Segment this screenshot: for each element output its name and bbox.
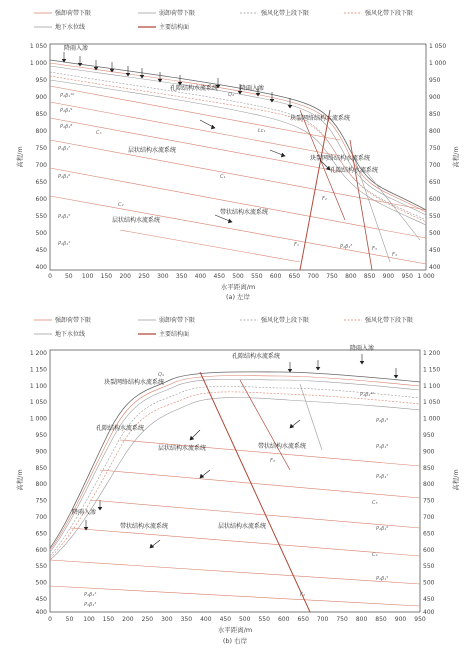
y-axis-left-b: [15, 350, 47, 616]
x-tick: 950: [401, 273, 413, 280]
y-tick: 900: [423, 448, 435, 456]
rain-arrow: [316, 360, 320, 370]
y-tick: 550: [35, 563, 47, 571]
x-tick: 100: [81, 273, 94, 280]
stratum-label: F₃: [270, 458, 275, 464]
x-tick: 200: [122, 616, 134, 623]
rain-arrow: [98, 500, 102, 510]
y-tick: 950: [35, 432, 47, 439]
stratum-label: Lc₁: [258, 128, 266, 134]
x-tick: 650: [297, 616, 309, 623]
y-tick: 450: [35, 596, 47, 603]
stratum-label: F₃: [372, 246, 377, 252]
x-tick: 1 000: [417, 273, 435, 280]
y-tick: 700: [429, 162, 441, 169]
weathering-upper-line-b: [50, 386, 420, 556]
legend-b-label-1: 强卸荷带下限: [55, 317, 92, 324]
legend-a-label-6: 主要结构面: [159, 24, 190, 31]
y-tick: 1 150: [29, 366, 47, 374]
y-tick: 500: [35, 579, 47, 587]
x-tick: 500: [238, 616, 251, 623]
annotation: 孔隙结构水流系统: [96, 425, 145, 432]
annotation: 块裂网络结构水流系统: [310, 155, 371, 162]
flow-arrow: [200, 470, 210, 478]
x-tick: 850: [375, 616, 387, 623]
stratum-label: P₂β₁⁸: [376, 444, 389, 450]
y-tick: 700: [35, 162, 47, 169]
legend-a: [34, 9, 413, 31]
x-tick: 600: [269, 273, 282, 280]
stratum-label: F₂: [322, 196, 327, 202]
y-tick: 1 100: [29, 382, 47, 390]
y-tick: 1 000: [29, 60, 47, 67]
y-tick: 1 050: [429, 43, 447, 50]
stratum-label: C₃: [372, 500, 378, 506]
x-tick: 450: [219, 616, 232, 623]
y-tick: 950: [429, 77, 441, 84]
annotation: 层状结构水流系统: [128, 147, 177, 154]
y-tick: 850: [423, 464, 435, 472]
x-tick: 350: [175, 273, 188, 280]
y-tick: 650: [35, 179, 47, 186]
y-tick: 900: [35, 448, 47, 456]
x-tick: 250: [141, 616, 154, 623]
rain-arrow: [360, 354, 364, 364]
flow-arrow: [150, 540, 160, 548]
x-tick: 200: [119, 273, 131, 280]
x-tick: 400: [200, 616, 212, 623]
stratum-label: P₂β₁⁸: [60, 124, 73, 130]
rain-arrow: [62, 52, 66, 62]
panel-b: [15, 316, 460, 645]
y-tick: 1 150: [423, 366, 441, 374]
x-tick: 400: [194, 273, 207, 280]
weathering-lower-line-b: [50, 392, 420, 558]
stratum-label: Q₄: [228, 92, 234, 98]
annotation: 降雨入渗: [350, 345, 375, 352]
bedding-line: [50, 140, 426, 210]
annotation: 带状结构水流系统: [258, 443, 307, 450]
y-tick: 550: [429, 213, 441, 220]
rain-arrow: [288, 98, 292, 108]
y-tick: 850: [35, 111, 47, 118]
bedding-line: [50, 102, 335, 155]
y-tick: 1 200: [29, 350, 47, 357]
y-tick: 800: [423, 481, 435, 489]
legend-b-label-3: 强风化带上段下限: [261, 317, 310, 324]
x-tick: 700: [316, 616, 329, 623]
y-axis-label-left-a: 高程/m: [16, 146, 24, 168]
annotation: 带状结构水流系统: [220, 209, 269, 216]
y-tick: 750: [423, 497, 435, 505]
x-tick: 0: [48, 616, 52, 623]
legend-b-label-6: 主要结构面: [159, 331, 190, 338]
y-axis-label-left-b: 高程/m: [16, 469, 24, 491]
x-tick: 500: [232, 273, 244, 280]
y-tick: 450: [35, 247, 47, 254]
annotation: 孔隙结构水流系统: [232, 353, 281, 360]
y-tick: 700: [35, 514, 47, 521]
y-tick: 400: [423, 609, 435, 616]
stratum-label: F₂: [300, 592, 305, 598]
y-tick: 800: [429, 128, 441, 135]
bedding-line: [100, 470, 420, 498]
x-tick: 600: [277, 616, 290, 623]
x-axis-label-b: 水平距离/m: [217, 626, 253, 634]
rain-arrow: [110, 62, 114, 72]
annotation: 层状结构水流系统: [218, 523, 267, 530]
y-axis-left-a: [15, 43, 47, 271]
y-tick: 800: [35, 481, 47, 489]
y-axis-right-a: [429, 43, 460, 271]
flow-arrow: [215, 215, 232, 223]
annotation: 降雨入渗: [72, 509, 97, 516]
legend-a-label-3: 强风化带上段下限: [261, 10, 310, 17]
legend-a-label-1: 强卸荷带下限: [55, 10, 92, 17]
flow-arrow: [290, 420, 300, 428]
rain-arrow: [178, 75, 182, 85]
legend-b: [34, 316, 413, 338]
stratum-label: P₂β₁⁵: [58, 214, 71, 220]
annotation: 块裂网络结构水流系统: [290, 115, 351, 122]
stratum-label: C₂: [118, 202, 124, 208]
y-tick: 500: [423, 579, 435, 587]
legend-b-label-5: 地下水位线: [55, 331, 86, 338]
annotation: 块裂网络结构水流系统: [104, 379, 165, 386]
x-tick: 150: [100, 273, 113, 280]
groundwater-line-b: [50, 398, 420, 561]
x-tick: 0: [48, 273, 52, 280]
ground-surface-a: [50, 60, 426, 210]
bedding-line: [50, 118, 342, 172]
stratum-label: P₂β₁⁴: [58, 241, 71, 247]
y-tick: 950: [35, 77, 47, 84]
stratum-label: P₂β₁⁶: [58, 174, 71, 180]
bedding-line: [50, 586, 420, 606]
y-tick: 450: [423, 596, 435, 603]
y-tick: 400: [429, 264, 441, 271]
x-tick: 250: [138, 273, 150, 280]
x-tick: 350: [180, 616, 193, 623]
x-tick: 450: [213, 273, 225, 280]
stratum-label: P₂β₁⁹: [376, 418, 389, 424]
y-tick: 850: [35, 464, 47, 472]
x-axis-label-a: 水平距离/m: [220, 283, 256, 291]
ground-surface-b: [50, 372, 420, 548]
stratum-label: P₂β₁⁶: [376, 526, 389, 532]
stratum-label: P₂β₁⁷: [58, 146, 71, 152]
y-tick: 600: [35, 196, 47, 203]
y-tick: 900: [429, 94, 441, 101]
y-tick: 1 050: [29, 43, 47, 50]
y-tick: 750: [35, 145, 47, 152]
stratum-label: F₁: [294, 242, 299, 248]
x-axis-b: [48, 616, 426, 645]
y-tick: 900: [35, 94, 47, 101]
y-tick: 650: [423, 530, 435, 538]
y-tick: 800: [35, 128, 47, 135]
rain-arrows-a: [62, 52, 330, 223]
x-axis-a: [48, 273, 435, 301]
bedding-line: [70, 528, 420, 556]
annotation: 层状结构水流系统: [112, 217, 161, 224]
x-tick: 550: [258, 616, 270, 623]
y-tick: 1 050: [423, 399, 441, 407]
stratum-label: P₂β₁¹⁰: [60, 93, 75, 99]
y-tick: 1 000: [29, 415, 47, 423]
weathering-lower-line-a: [50, 76, 426, 222]
y-tick: 500: [429, 230, 441, 237]
stratum-label: P₂β₁⁴: [84, 592, 97, 598]
fault-line: [240, 380, 290, 470]
x-tick: 900: [382, 273, 395, 280]
x-tick: 750: [336, 616, 348, 623]
fault-line: [200, 372, 310, 612]
y-tick: 1 200: [423, 350, 441, 357]
rain-arrow: [288, 362, 292, 372]
annotation: 带状结构水流系统: [120, 523, 169, 530]
x-tick: 800: [355, 616, 368, 623]
bedding-line: [50, 86, 340, 140]
x-tick: 50: [65, 616, 74, 623]
stratum-label: C₃: [96, 130, 102, 136]
legend-b-label-2: 弱卸荷带下限: [159, 317, 196, 324]
y-tick: 950: [423, 432, 435, 439]
y-tick: 550: [423, 563, 435, 571]
y-tick: 400: [35, 264, 47, 271]
y-tick: 600: [423, 546, 435, 554]
y-tick: 600: [35, 546, 47, 554]
plot-frame-b: [50, 350, 420, 612]
panel-a: [15, 9, 460, 301]
fault-line: [300, 110, 345, 220]
annotation: 孔隙结构水流系统: [170, 85, 219, 92]
stratum-label: P₂β₁³: [84, 602, 97, 608]
rain-arrow: [158, 72, 162, 82]
bedding-line: [120, 230, 300, 262]
x-tick: 300: [157, 273, 169, 280]
y-tick: 450: [429, 247, 441, 254]
stratum-label: F₄: [392, 252, 397, 258]
flow-arrow: [200, 120, 215, 129]
y-tick: 1 050: [29, 399, 47, 407]
geology-b: [50, 372, 420, 612]
y-tick: 600: [429, 196, 441, 203]
legend-a-label-2: 弱卸荷带下限: [159, 10, 196, 17]
x-tick: 300: [161, 616, 173, 623]
y-tick: 750: [35, 497, 47, 505]
x-tick: 850: [363, 273, 376, 280]
stratum-label: C₁: [220, 174, 226, 180]
annotation: 降雨入渗: [64, 45, 89, 52]
rain-arrow: [84, 520, 88, 530]
x-tick: 750: [326, 273, 338, 280]
x-tick: 50: [64, 273, 73, 280]
y-axis-label-right-b: 高程/m: [452, 469, 460, 491]
y-tick: 1 100: [423, 382, 441, 390]
legend-b-label-4: 强风化带下段下限: [365, 317, 414, 324]
y-tick: 700: [423, 514, 435, 521]
caption-a: (a) 左岸: [225, 293, 251, 301]
x-tick: 550: [251, 273, 263, 280]
y-tick: 1 000: [423, 415, 441, 423]
stratum-label: P₂β₁⁵: [376, 576, 389, 582]
x-tick: 100: [83, 616, 95, 623]
y-tick: 550: [35, 213, 47, 220]
annotation: 层状结构水流系统: [158, 445, 207, 452]
stratum-label: Q₄: [158, 372, 164, 378]
stratum-label: P₂β₁⁹: [60, 108, 73, 114]
flow-arrow: [270, 150, 285, 157]
x-tick: 700: [307, 273, 319, 280]
flow-arrow: [190, 430, 200, 440]
stratum-label: P₂β₁¹⁰: [360, 392, 375, 398]
legend-a-label-5: 地下水位线: [55, 24, 86, 31]
x-tick: 950: [414, 616, 426, 623]
annotation: 孔隙结构水流系统: [330, 167, 379, 174]
x-tick: 650: [288, 273, 301, 280]
y-tick: 650: [429, 179, 441, 186]
y-tick: 1 000: [429, 60, 447, 67]
x-tick: 800: [345, 273, 357, 280]
y-tick: 750: [429, 145, 441, 152]
x-tick: 900: [394, 616, 407, 623]
caption-b: (b) 右岸: [222, 637, 248, 645]
rain-arrow: [394, 368, 398, 378]
stratum-label: C₂: [372, 552, 378, 558]
y-tick: 850: [429, 111, 441, 118]
stratum-label: P₂β₁⁷: [376, 474, 389, 480]
y-axis-right-b: [423, 350, 460, 616]
fault-line: [300, 384, 322, 450]
y-tick: 650: [35, 530, 47, 538]
bedding-line: [50, 560, 420, 584]
stratum-label: P₂β₁³: [340, 244, 353, 250]
annotation: 降雨入渗: [240, 85, 265, 92]
rain-arrow: [94, 60, 98, 70]
y-tick: 500: [35, 230, 47, 237]
y-axis-label-right-a: 高程/m: [452, 146, 460, 168]
legend-a-label-4: 强风化带下段下限: [365, 10, 414, 17]
y-tick: 400: [35, 609, 47, 616]
x-tick: 150: [102, 616, 115, 623]
